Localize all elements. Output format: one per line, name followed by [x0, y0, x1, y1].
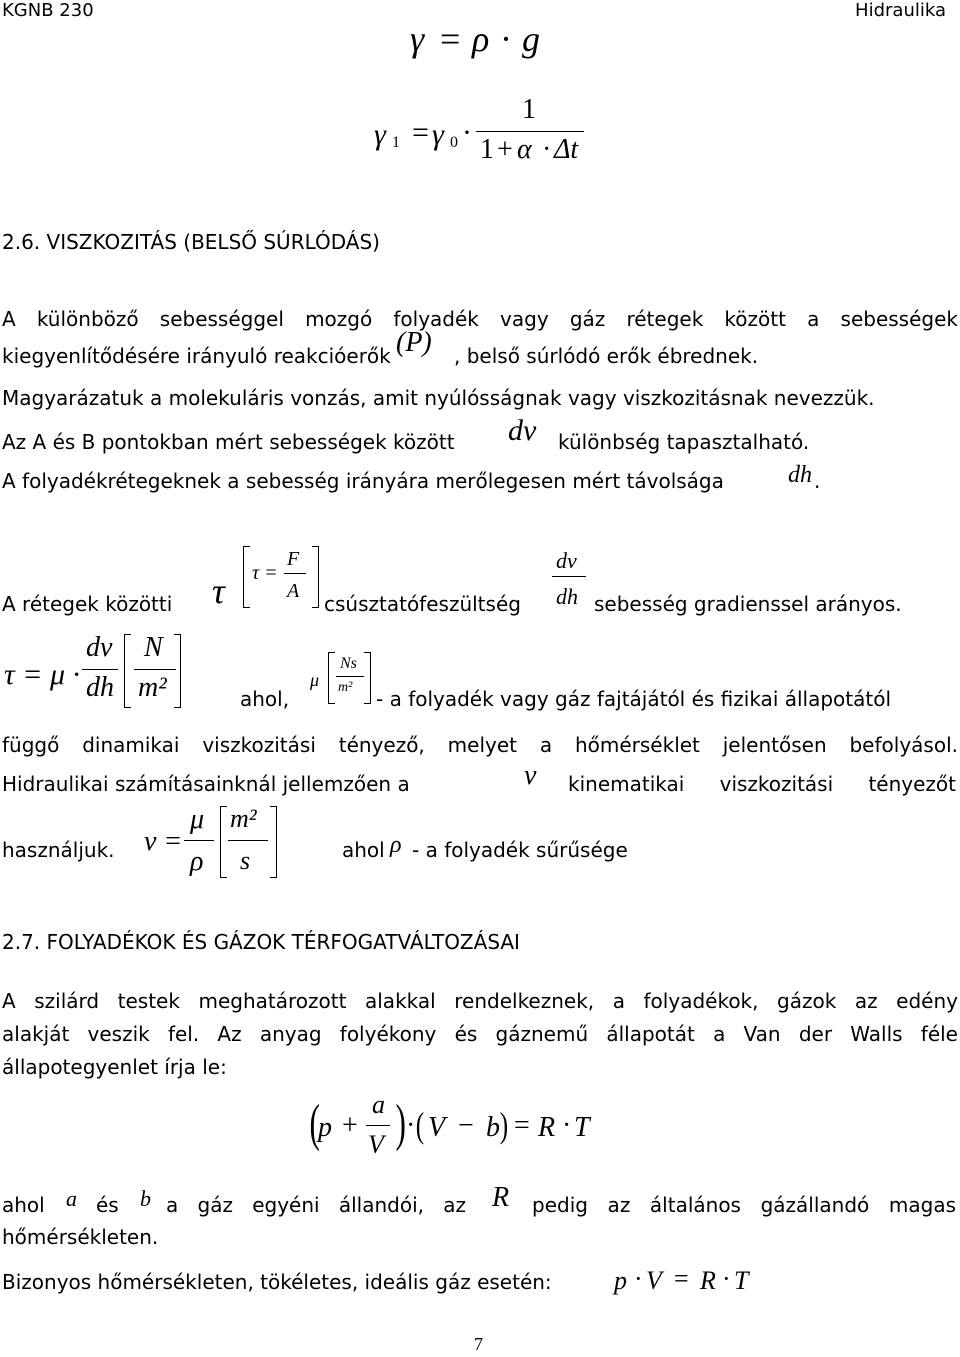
es-label: és: [96, 1193, 119, 1217]
paragraph-line: A szilárd testek meghatározott alakkal rendelkeznek, a folyadékok, gázok az edény: [2, 989, 958, 1013]
unit-m2: m²: [138, 672, 167, 703]
paragraph-line: Hidraulikai számításainknál jellemzően a: [2, 772, 410, 796]
ideal-gas-text: Bizonyos hőmérsékleten, tökéletes, ideális gáz esetén:: [2, 1270, 552, 1294]
right-bracket: [270, 806, 277, 878]
temperature-T: T: [574, 1112, 590, 1143]
section-heading-2-7: 2.7. FOLYADÉKOK ÉS GÁZOK TÉRFOGATVÁLTOZÁSAI: [2, 930, 520, 954]
paragraph-line: pedig az általános gázállandó magas: [532, 1193, 956, 1217]
unit-Ns: Ns: [340, 655, 357, 672]
subscript-0: 0: [450, 134, 458, 151]
dot-operator: ·: [406, 1110, 416, 1141]
left-bracket: [220, 806, 227, 878]
dot-operator: ·: [562, 1110, 572, 1141]
paragraph-line: a gáz egyéni állandói, az: [166, 1193, 466, 1217]
header-right: Hidraulika: [855, 0, 946, 21]
dh-symbol: dh: [788, 462, 812, 488]
tau-equals: τ =: [252, 562, 278, 584]
ahol-label: ahol: [2, 1193, 45, 1217]
paragraph-line: kinematikai viszkozitási tényezőt: [568, 772, 956, 796]
pressure-p: p: [318, 1112, 332, 1143]
paragraph-line: A különböző sebességgel mozgó folyadék vagy gáz rétegek között a sebességek: [2, 307, 958, 331]
fraction-bar: [336, 676, 364, 677]
fraction-bar: [184, 840, 214, 841]
minus-sign: −: [458, 1110, 474, 1141]
mu-description: - a folyadék vagy gáz fajtájától és fizikai állapotától: [376, 687, 892, 711]
page-number: 7: [474, 1334, 483, 1354]
paragraph-line: függő dinamikai viszkozitási tényező, melyet a hőmérséklet jelentősen befolyásol.: [2, 733, 958, 757]
right-bracket: [364, 652, 371, 704]
paragraph-line: A folyadékrétegeknek a sebesség irányára merőlegesen mért távolsága: [2, 469, 724, 493]
dot-operator: ·: [722, 1264, 731, 1293]
nu-symbol: ν: [524, 760, 537, 791]
fraction-numerator: 1: [522, 94, 536, 125]
reaction-force-symbol: (P): [396, 327, 432, 358]
gas-constant-R: R: [700, 1266, 716, 1295]
constant-a: a: [66, 1186, 77, 1211]
left-paren: (: [415, 1105, 425, 1145]
mu-symbol: μ: [310, 670, 320, 690]
unit-N: N: [144, 632, 163, 663]
header-left: KGNB 230: [2, 0, 94, 21]
fraction-bar: [366, 1125, 390, 1126]
volume-V: V: [646, 1266, 662, 1295]
dot-operator: ·: [500, 19, 512, 59]
plus-sign: +: [342, 1110, 358, 1141]
left-paren: (: [309, 1095, 320, 1152]
ahol-label: ahol,: [240, 687, 290, 711]
rho-symbol: ρ: [390, 832, 402, 858]
dot-operator: ·: [462, 116, 472, 149]
denominator-one: 1: [480, 134, 494, 165]
fraction-bar: [134, 669, 176, 670]
tau-symbol: τ: [212, 571, 225, 611]
paragraph-line: Magyarázatuk a molekuláris vonzás, amit nyúlósságnak vagy viszkozitásnak nevezzük.: [2, 386, 875, 410]
mu-symbol: μ: [190, 804, 205, 835]
equals-sign: =: [440, 19, 461, 59]
equals-sign: =: [674, 1264, 689, 1293]
fraction-bar: [552, 576, 586, 577]
volume-V: V: [368, 1130, 384, 1159]
dv-symbol: dv: [508, 414, 537, 447]
gamma0-symbol: γ: [432, 118, 444, 151]
paragraph-line: hőmérsékleten.: [2, 1225, 159, 1249]
section-heading-2-6: 2.6. VISZKOZITÁS (BELSŐ SÚRLÓDÁS): [2, 230, 380, 254]
ahol-label: ahol: [342, 838, 385, 862]
shear-label: A rétegek közötti: [2, 592, 173, 616]
right-bracket: [174, 634, 181, 708]
equals-sign: =: [412, 116, 429, 149]
rho-symbol: ρ: [472, 19, 490, 59]
right-paren: ): [499, 1105, 509, 1145]
alpha-symbol: α: [517, 134, 532, 165]
right-paren: ): [395, 1095, 406, 1152]
fraction-bar: [284, 573, 306, 574]
fraction-bar: [228, 840, 268, 841]
gamma1-symbol: γ: [374, 118, 386, 151]
left-bracket: [124, 634, 131, 708]
constant-b: b: [140, 1186, 151, 1211]
newton-dv: dv: [86, 632, 113, 663]
dot-operator: ·: [634, 1264, 643, 1293]
gamma-symbol: γ: [410, 19, 425, 59]
rho-symbol: ρ: [190, 846, 204, 877]
paragraph-line: használjuk.: [2, 838, 115, 862]
pressure-p: p: [614, 1266, 627, 1295]
fraction-bar: [82, 669, 118, 670]
unit-s: s: [240, 846, 251, 875]
left-bracket: [243, 546, 250, 608]
constant-a: a: [372, 1090, 385, 1119]
right-bracket: [312, 546, 319, 608]
paragraph-line: , belső súrlódó erők ébrednek.: [454, 344, 759, 368]
shear-stress-term: csúsztatófeszültség: [324, 592, 521, 616]
constant-b: b: [486, 1112, 500, 1143]
equals-sign: =: [514, 1110, 530, 1141]
paragraph-line: állapotegyenlet írja le:: [2, 1055, 227, 1079]
newton-dh: dh: [86, 672, 114, 703]
tau-mu: τ = μ ·: [4, 658, 81, 691]
gradient-dh: dh: [556, 584, 578, 609]
unit-m2: m²: [338, 680, 353, 695]
delta-t: Δt: [554, 134, 579, 165]
dot-operator: ·: [542, 134, 552, 165]
temperature-T: T: [734, 1266, 749, 1295]
shear-end: sebesség gradienssel arányos.: [594, 592, 902, 616]
gas-constant-R-label: R: [538, 1112, 556, 1143]
paragraph-line: különbség tapasztalható.: [558, 430, 810, 454]
fraction-bar: [476, 131, 584, 132]
gradient-dv: dv: [556, 548, 577, 573]
paragraph-line: Az A és B pontokban mért sebességek között: [2, 430, 455, 454]
area-A: A: [287, 580, 300, 602]
plus-sign: +: [497, 134, 513, 165]
unit-m2: m²: [230, 804, 257, 833]
left-bracket: [328, 652, 335, 704]
gas-constant-R: R: [492, 1182, 510, 1213]
rho-description: - a folyadék sűrűsége: [412, 838, 628, 862]
volume-V: V: [428, 1112, 446, 1143]
paragraph-line: alakját veszik fel. Az anyag folyékony és gáznemű állapotát a Van der Walls féle: [2, 1022, 958, 1046]
paragraph-line: kiegyenlítődésére irányuló reakcióerők: [2, 344, 391, 368]
period: .: [814, 469, 821, 493]
force-F: F: [287, 548, 300, 570]
g-symbol: g: [522, 19, 540, 59]
nu-equals: ν =: [144, 826, 183, 857]
subscript-1: 1: [392, 134, 400, 151]
